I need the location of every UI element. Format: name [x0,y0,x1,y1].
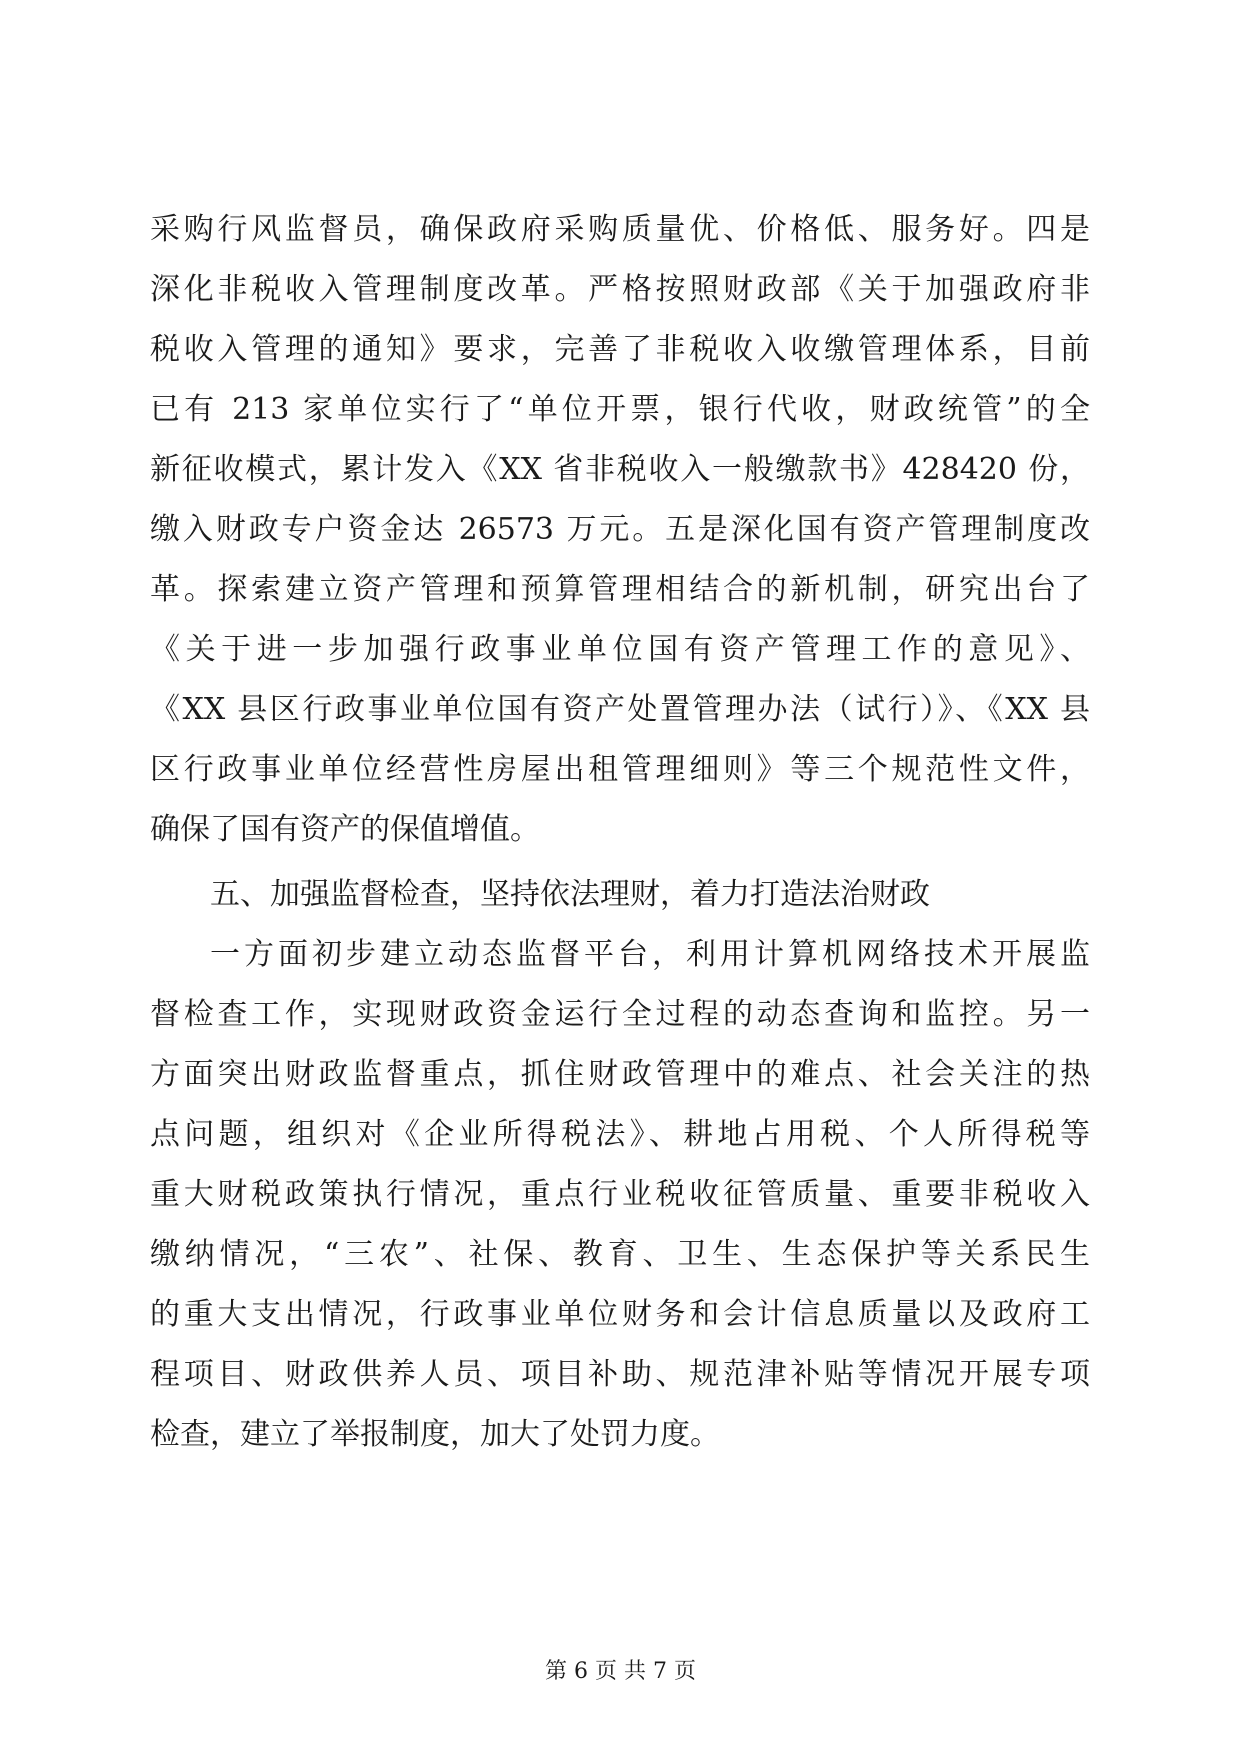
body-line: 《关于进一步加强行政事业单位国有资产管理工作的意见》、 [150,632,1090,667]
body-line: 检查，建立了举报制度，加大了处罚力度。 [150,1417,720,1452]
body-line: 新征收模式，累计发入《XX 省非税收入一般缴款书》428420 份， [150,452,1090,487]
body-line: 督检查工作，实现财政资金运行全过程的动态查询和监控。另一 [150,997,1090,1032]
body-line: 点问题，组织对《企业所得税法》、耕地占用税、个人所得税等 [150,1117,1090,1152]
body-line: 的重大支出情况，行政事业单位财务和会计信息质量以及政府工 [150,1297,1090,1332]
body-line: 方面突出财政监督重点，抓住财政管理中的难点、社会关注的热 [150,1057,1090,1092]
body-line: 已有 213 家单位实行了“单位开票，银行代收，财政统管”的全 [150,392,1090,427]
section-heading: 五、加强监督检查，坚持依法理财，着力打造法治财政 [210,877,930,912]
body-line: 重大财税政策执行情况，重点行业税收征管质量、重要非税收入 [150,1177,1090,1212]
body-line: 税收入管理的通知》要求，完善了非税收入收缴管理体系，目前 [150,332,1090,367]
body-line: 确保了国有资产的保值增值。 [150,812,540,847]
body-line: 一方面初步建立动态监督平台，利用计算机网络技术开展监 [210,937,1090,972]
body-line: 程项目、财政供养人员、项目补助、规范津补贴等情况开展专项 [150,1357,1090,1392]
body-line: 缴纳情况，“三农”、社保、教育、卫生、生态保护等关系民生 [150,1237,1090,1272]
body-line: 《XX 县区行政事业单位国有资产处置管理办法（试行）》、《XX 县 [150,692,1090,727]
body-line: 缴入财政专户资金达 26573 万元。五是深化国有资产管理制度改 [150,512,1090,547]
page-number-footer: 第 6 页 共 7 页 [545,1659,696,1684]
body-line: 革。探索建立资产管理和预算管理相结合的新机制，研究出台了 [150,572,1090,607]
body-line: 深化非税收入管理制度改革。严格按照财政部《关于加强政府非 [150,272,1090,307]
body-line: 区行政事业单位经营性房屋出租管理细则》等三个规范性文件， [150,752,1090,787]
body-line: 采购行风监督员，确保政府采购质量优、价格低、服务好。四是 [150,212,1090,247]
